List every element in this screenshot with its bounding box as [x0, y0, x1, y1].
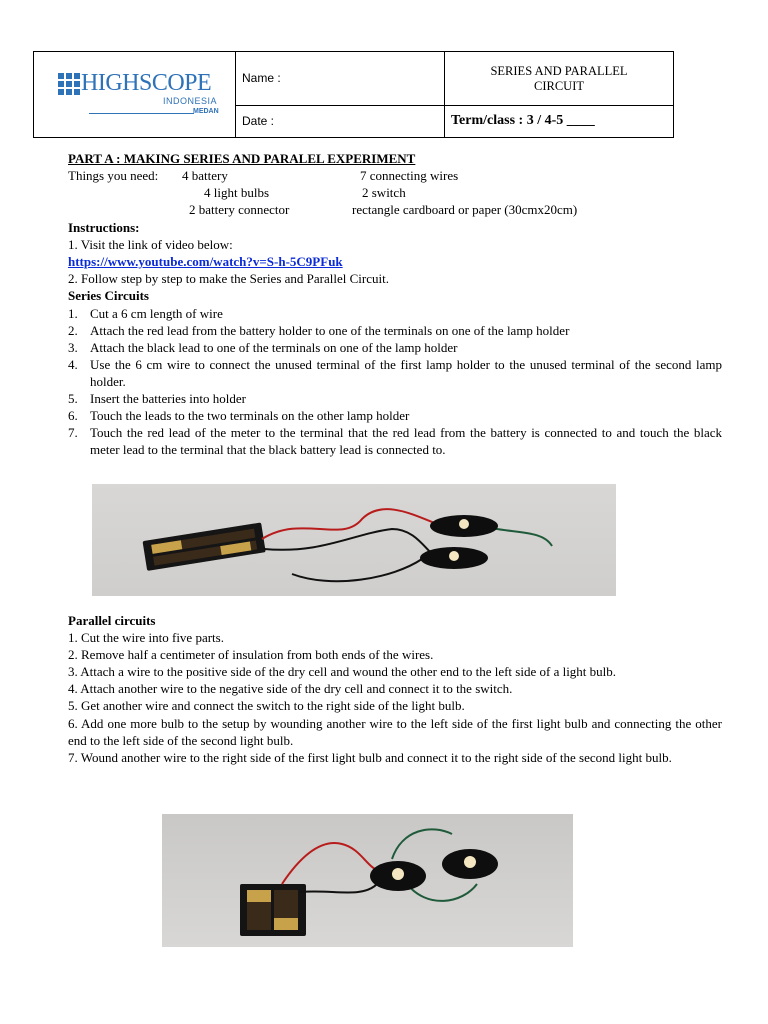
series-step: 4. Use the 6 cm wire to connect the unused terminal of the first lamp holder to the unused terminal of the second lamp holder.	[68, 356, 722, 389]
things-row-1	[68, 167, 722, 184]
highscope-logo	[34, 52, 235, 137]
things-item: 2 battery connector	[189, 202, 290, 218]
header-table	[33, 51, 674, 138]
logo-wordmark: HIGHSCOPE	[81, 70, 212, 96]
series-step: 5. Insert the batteries into holder	[68, 391, 246, 407]
worksheet-title	[445, 52, 674, 106]
parallel-circuit-photo	[162, 814, 573, 947]
logo-city: MEDAN	[193, 108, 219, 115]
part-a-heading: PART A : MAKING SERIES AND PARALEL EXPERIMENT	[68, 151, 416, 166]
parallel-step: 5. Get another wire and connect the switch to the right side of the light bulb.	[68, 698, 465, 714]
date-label: Date :	[242, 114, 275, 129]
series-step: 2. Attach the red lead from the battery holder to one of the terminals on one of the lamp holder	[68, 322, 570, 338]
title-text: SERIES AND PARALLEL CIRCUIT	[490, 64, 628, 94]
parallel-step: 6. Add one more bulb to the setup by wounding another wire to the left side of the first light bulb and connecting the other end to the left side of the second light bulb.	[68, 715, 722, 748]
instructions-heading: Instructions:	[68, 220, 140, 236]
series-step: 1. Cut a 6 cm length of wire	[68, 305, 223, 321]
things-label: Things you need:	[68, 168, 159, 184]
things-item: 7 connecting wires	[360, 168, 459, 184]
series-circuit-photo	[92, 484, 616, 596]
things-item: 2 switch	[362, 185, 406, 201]
parallel-circuit-illustration	[162, 814, 573, 947]
name-field[interactable]	[236, 52, 445, 106]
logo-grid-icon	[58, 73, 80, 95]
video-link[interactable]: https://www.youtube.com/watch?v=S-h-5C9PFuk	[68, 254, 343, 270]
name-label: Name :	[242, 71, 281, 86]
logo-subtext: INDONESIA	[163, 96, 218, 106]
things-row-3	[68, 201, 722, 218]
parallel-step: 1. Cut the wire into five parts.	[68, 630, 224, 646]
term-class: Term/class : 3 / 4-5 ____	[445, 105, 674, 137]
date-field[interactable]	[236, 105, 445, 137]
parallel-step: 7. Wound another wire to the right side of the first light bulb and connect it to the right side of the second light bulb.	[68, 749, 672, 765]
things-item: rectangle cardboard or paper (30cmx20cm)	[352, 202, 578, 218]
parallel-step: 2. Remove half a centimeter of insulation from both ends of the wires.	[68, 647, 434, 663]
series-step: 7. Touch the red lead of the meter to the terminal that the red lead from the battery is connected to and touch the black meter lead to the terminal that the black battery lead is connected to.	[68, 425, 722, 458]
parallel-section	[68, 612, 722, 766]
series-circuit-illustration	[92, 484, 616, 596]
instruction-item: 1. Visit the link of video below:	[68, 237, 233, 253]
parallel-step: 3. Attach a wire to the positive side of the dry cell and wound the other end to the left side of a light bulb.	[68, 664, 617, 680]
series-heading: Series Circuits	[68, 288, 149, 304]
things-item: 4 light bulbs	[204, 185, 270, 201]
things-row-2	[68, 184, 722, 201]
logo-divider	[89, 113, 194, 114]
worksheet-body	[68, 150, 722, 458]
logo-cell	[34, 52, 236, 138]
series-step: 3. Attach the black lead to one of the terminals on one of the lamp holder	[68, 339, 458, 355]
parallel-heading: Parallel circuits	[68, 613, 156, 628]
parallel-step: 4. Attach another wire to the negative side of the dry cell and connect it to the switch.	[68, 681, 513, 697]
things-item: 4 battery	[182, 168, 228, 184]
series-step: 6. Touch the leads to the two terminals on the other lamp holder	[68, 408, 410, 424]
instruction-item: 2. Follow step by step to make the Series and Parallel Circuit.	[68, 271, 389, 287]
